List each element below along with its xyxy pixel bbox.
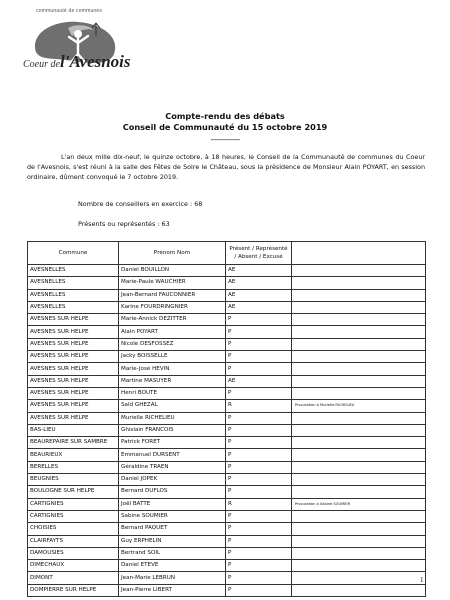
document-subtitle: Conseil de Communauté du 15 octobre 2019: [122, 122, 328, 132]
intro-paragraph: L'an deux mille dix-neuf, le quinze octobre, à 18 heures, le Conseil de la Communauté de communes du Coeur de l'Avesnois, s'est réuni à la salle des Fêtes de Solre le Château, sous la présidence de Monsieur Alain POYART, en session ordinaire, dûment convoqué le 7 octobre 2019.: [27, 153, 425, 181]
table-row: [28, 412, 426, 424]
cell-commune: CHOISIES: [28, 523, 119, 535]
table-row: [28, 474, 426, 486]
cell-commune: AVESNES SUR HELPE: [28, 314, 119, 326]
table-row: [28, 510, 426, 522]
cell-name: Géraldine TRAEN: [119, 461, 226, 473]
cell-name: Bertrand SOIL: [119, 547, 226, 559]
table-row: [28, 387, 426, 399]
cell-status: P: [226, 560, 292, 572]
table-row: [28, 584, 426, 596]
cell-commune: AVESNELLES: [28, 301, 119, 313]
cell-commune: BEAURIEUX: [28, 449, 119, 461]
cell-note: [292, 449, 426, 461]
table-row: [28, 424, 426, 436]
cell-name: Guy ERPHELIN: [119, 535, 226, 547]
cell-status: R: [226, 400, 292, 412]
header-status: Présent / Représenté / Absent / Excusé: [226, 242, 292, 265]
cell-status: P: [226, 572, 292, 584]
logo-coeur-text: Coeur de: [23, 59, 60, 70]
table-row: [28, 572, 426, 584]
table-row: [28, 363, 426, 375]
cell-status: P: [226, 326, 292, 338]
logo-tagline: communauté de communes: [36, 8, 103, 14]
cell-name: Joël BATTE: [119, 498, 226, 510]
table-row: [28, 351, 426, 363]
cell-commune: AVESNES SUR HELPE: [28, 412, 119, 424]
cell-note: [292, 412, 426, 424]
cell-status: P: [226, 449, 292, 461]
cell-name: Martine MASUYER: [119, 375, 226, 387]
cell-note: [292, 314, 426, 326]
cell-name: Marie-Paule WAUCHIER: [119, 277, 226, 289]
cell-note: [292, 351, 426, 363]
cell-name: Jacky BOISSELLE: [119, 351, 226, 363]
cell-status: AE: [226, 301, 292, 313]
cell-status: P: [226, 351, 292, 363]
cell-note: [292, 584, 426, 596]
table-row: [28, 289, 426, 301]
cell-status: P: [226, 535, 292, 547]
cell-status: P: [226, 314, 292, 326]
cell-commune: BOULOGNE SUR HELPE: [28, 486, 119, 498]
cell-status: P: [226, 387, 292, 399]
cell-note: [292, 387, 426, 399]
cell-commune: AVESNES SUR HELPE: [28, 351, 119, 363]
document-title: Compte-rendu des débats: [165, 111, 285, 121]
table-row: [28, 547, 426, 559]
cell-note: [292, 510, 426, 522]
table-row: [28, 486, 426, 498]
cell-name: Nicole DESFOSSEZ: [119, 338, 226, 350]
cell-status: P: [226, 437, 292, 449]
cell-status: P: [226, 474, 292, 486]
cell-status: AE: [226, 265, 292, 277]
cell-status: P: [226, 584, 292, 596]
cell-note: [292, 265, 426, 277]
cell-note: [292, 572, 426, 584]
cell-status: P: [226, 424, 292, 436]
table-row: [28, 449, 426, 461]
header-commune: Commune: [28, 242, 119, 265]
cell-note: [292, 437, 426, 449]
cell-status: P: [226, 338, 292, 350]
cell-status: AE: [226, 277, 292, 289]
cell-commune: AVESNES SUR HELPE: [28, 400, 119, 412]
cell-name: Jean-Bernard FAUCONNIER: [119, 289, 226, 301]
cell-name: Bernard DUFLOS: [119, 486, 226, 498]
attendance-table: [27, 241, 426, 597]
table-row: [28, 535, 426, 547]
cell-name: Jean-Pierre LIBERT: [119, 584, 226, 596]
table-row: [28, 523, 426, 535]
cell-commune: AVESNES SUR HELPE: [28, 338, 119, 350]
table-row: [28, 400, 426, 412]
cell-commune: DOMPIERRE SUR HELPE: [28, 584, 119, 596]
cell-commune: BAS-LIEU: [28, 424, 119, 436]
table-row: [28, 560, 426, 572]
title-separator: ----------------: [210, 137, 240, 144]
cell-note: [292, 523, 426, 535]
cell-note: [292, 547, 426, 559]
cell-name: Alain POYART: [119, 326, 226, 338]
table-row: [28, 326, 426, 338]
table-row: [28, 301, 426, 313]
cell-commune: BERELLES: [28, 461, 119, 473]
cell-name: Bernard PAQUET: [119, 523, 226, 535]
cell-commune: BEUGNIES: [28, 474, 119, 486]
table-row: [28, 265, 426, 277]
header-note: [292, 242, 426, 265]
cell-name: Emmanuel DURSENT: [119, 449, 226, 461]
cell-commune: AVESNES SUR HELPE: [28, 326, 119, 338]
cell-commune: DIMONT: [28, 572, 119, 584]
cell-note: [292, 560, 426, 572]
cell-status: P: [226, 510, 292, 522]
cell-name: Sabine SOUMIER: [119, 510, 226, 522]
cell-note: [292, 461, 426, 473]
members-in-office-count: Nombre de conseillers en exercice : 68: [78, 200, 203, 208]
cell-name: Ghislain FRANCOIS: [119, 424, 226, 436]
cell-status: P: [226, 461, 292, 473]
cell-name: Marie-José HEVIN: [119, 363, 226, 375]
cell-status: P: [226, 412, 292, 424]
present-count: Présents ou représentés : 63: [78, 220, 170, 228]
cell-status: P: [226, 547, 292, 559]
cell-name: Daniel JOPEK: [119, 474, 226, 486]
cell-commune: DAMOUSIES: [28, 547, 119, 559]
cell-note: [292, 338, 426, 350]
page-number: 1: [420, 576, 424, 584]
cell-status: R: [226, 498, 292, 510]
cell-commune: AVESNES SUR HELPE: [28, 387, 119, 399]
cell-note: [292, 326, 426, 338]
table-row: [28, 375, 426, 387]
cell-commune: BEAUREPAIRE SUR SAMBRE: [28, 437, 119, 449]
cell-status: P: [226, 363, 292, 375]
cell-note: Procuration à Sabine SOUMIER: [292, 498, 426, 510]
cell-note: [292, 277, 426, 289]
cell-note: Procuration à Murielle RICHELIEU: [292, 400, 426, 412]
table-row: [28, 498, 426, 510]
cell-commune: AVESNES SUR HELPE: [28, 363, 119, 375]
table-header-row: [28, 242, 426, 265]
cell-note: [292, 535, 426, 547]
cell-commune: AVESNELLES: [28, 265, 119, 277]
cell-note: [292, 375, 426, 387]
cell-name: Murielle RICHELIEU: [119, 412, 226, 424]
cell-note: [292, 474, 426, 486]
table-row: [28, 277, 426, 289]
cell-status: AE: [226, 289, 292, 301]
cell-commune: CLAIRFAYTS: [28, 535, 119, 547]
table-row: [28, 338, 426, 350]
cell-name: Jean-Marie LEBRUN: [119, 572, 226, 584]
cell-status: P: [226, 523, 292, 535]
table-row: [28, 437, 426, 449]
table-row: [28, 314, 426, 326]
cell-status: AE: [226, 375, 292, 387]
cell-name: Marie-Annick DEZITTER: [119, 314, 226, 326]
cell-name: Saïd GHEZAL: [119, 400, 226, 412]
cell-name: Karine FOURDRINGNIER: [119, 301, 226, 313]
cell-name: Patrick FORET: [119, 437, 226, 449]
cell-commune: AVESNES SUR HELPE: [28, 375, 119, 387]
cell-commune: CARTIGNIES: [28, 510, 119, 522]
logo-name-text: l'Avesnois: [60, 52, 131, 71]
header-name: Prénom Nom: [119, 242, 226, 265]
cell-note: [292, 363, 426, 375]
cell-note: [292, 289, 426, 301]
cell-note: [292, 424, 426, 436]
cell-commune: CARTIGNIES: [28, 498, 119, 510]
table-row: [28, 461, 426, 473]
cell-name: Henri BOUTE: [119, 387, 226, 399]
cell-name: Daniel BOUILLON: [119, 265, 226, 277]
cell-commune: AVESNELLES: [28, 277, 119, 289]
cell-note: [292, 301, 426, 313]
cell-note: [292, 486, 426, 498]
cell-commune: AVESNELLES: [28, 289, 119, 301]
cell-commune: DIMECHAUX: [28, 560, 119, 572]
cell-status: P: [226, 486, 292, 498]
cell-name: Daniel ETEVE: [119, 560, 226, 572]
